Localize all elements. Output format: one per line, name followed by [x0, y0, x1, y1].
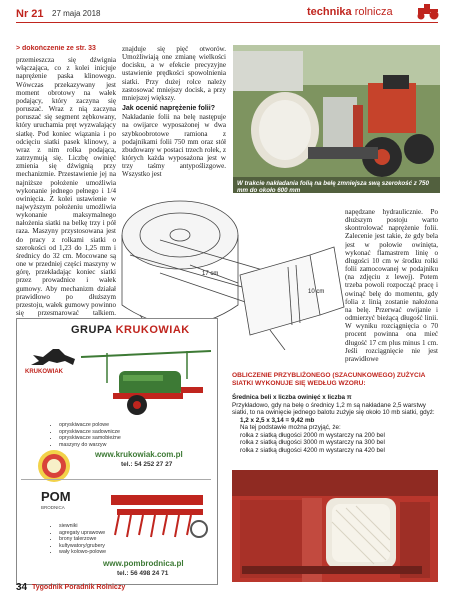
tractor-icon [416, 4, 440, 20]
pom-product-item: • agregaty uprawowe [59, 530, 106, 537]
krukowiak-product-item: • opryskiwacze polowe [59, 422, 121, 429]
ad-brand: KRUKOWIAK [115, 324, 190, 336]
calculation-formula: Średnica beli x liczba owinięć x liczba π [232, 394, 352, 401]
article-column-1 [16, 45, 116, 317]
pom-product-item: • kultywatory/grubery [59, 543, 106, 550]
advertisement [16, 318, 218, 585]
net-roll-photo [232, 470, 438, 582]
column-3-text: napędzane hydraulicznie. Po dłuższym postoju warto skontrolować naprężenie folii. Zalecenie jest takie, że gdy bela jest w połowie owinięta, wykonać flamastrem linię o długości 10 cm w środku rolki folii zamocowanej w podajniku (na zdjęciu z lewej). Potem trzeba powoli rozpocząć pracę i owinąć belę do momentu, gdy folia z linią zostanie nałożona na belę. Przerwać owijanie i odmierzyć bieżącą długość linii. W wyniku rozciągnięcia o 70 procent powinna ona mieć długość 17 cm plus minus 1 cm. Jeśli rozciągnięcie nie jest prawidłowe [345, 208, 438, 363]
continuation-note: > dokończenie ze str. 33 [16, 45, 96, 52]
calculation-box [232, 394, 438, 454]
column-2-text: znajduje się pięć otworów. Umożliwiają one zmianę wielkości docisku, a w efekcie precyzyjne ustawienie prędkości spowolnienia siatki. Przy dużej rolce należy zastosować mniejszy docisk, a przy mniejszej większy. [122, 45, 226, 102]
pom-logo [41, 489, 71, 504]
calculation-line: rolka z siatką długości 3000 m wystarczy na 300 bel [240, 439, 385, 446]
column-1-text: przemieszcza się dźwignia włączająca, co z kolei inicjuje naprężenie paska klinowego. Wówczas przekazywany jest moment obrotowy na wałek podający, który zaczyna się poruszać. Wraz z nią zaczyna poruszać się segment zębkowany, który uruchamia pręt wyzwalający siatkę. Pod koniec wiązania i po odcięciu siatki pasek klinowy, a wraz z nim rolka podająca, zatrzymują się. Liczbę owinięć zmienia się dźwignią przy mechanizmie. Przestawienie jej na najniższe położenie umożliwia wykonanie jednego pełnego i 1/4 owinięcia. Z kolei ustawienie w najwyższym położeniu umożliwia wykonanie maksymalnego nałożenia siatki na belkę trzy i pół raza. Maszyny przystosowana jest do pracy z rolkami siatki o szerokości od 1,23 do 1,25 mm i średnicy do 32 cm. Mocowane są one w przedniej części maszyny w górę, przekładając koniec siatki przez prowadnice i wałek gumowy. Aby mechanizm działał prawidłowo po dłuższym przestoju, wałek gumowy powinno się przesmarować talkiem. [16, 56, 116, 317]
article-subheading: Jak ocenić naprężenie folii? [122, 105, 215, 113]
calculation-example: Przykładowo, gdy na belę o średnicy 1,2 m są nakładane 2,5 warstwy siatki, to na owinięcie jednego balotu zużyje się około 10 mb siatki, gdyż: [232, 401, 435, 416]
photo-caption: W trakcie nakładania folią na belę zmniejsza swą szerokość z 750 mm do około 600 mm [237, 180, 429, 195]
header-rule [16, 22, 438, 23]
pom-phone: tel.: 56 498 24 71 [117, 570, 169, 577]
section-title-light: rolnicza [351, 6, 393, 18]
ad-divider [21, 479, 211, 480]
dimension-label-b: 10 cm [308, 289, 325, 295]
pom-url[interactable]: www.pombrodnica.pl [103, 559, 184, 568]
calculation-line: rolka z siatką długości 2000 m wystarczy na 200 bel [240, 431, 385, 439]
calculation-line: rolka z siatką długości 4200 m wystarczy na 420 bel [240, 446, 385, 454]
section-title [307, 6, 393, 18]
calculation-result: 1,2 x 2,5 x 3,14 = 9,42 mb [240, 416, 315, 424]
pom-product-item: • wały kolowo-polowe [59, 549, 106, 556]
article-column-2 [122, 45, 226, 197]
krukowiak-url[interactable]: www.krukowiak.com.pl [95, 450, 183, 459]
krukowiak-product-item: • opryskiwacze sadownicze [59, 429, 121, 436]
issue-date: 27 maja 2018 [52, 9, 101, 18]
magazine-name: Tygodnik Poradnik Rolniczy [32, 584, 126, 591]
sprayer-image [77, 343, 215, 423]
krukowiak-logo [25, 345, 81, 379]
issue-number: Nr 21 [16, 8, 44, 20]
krukowiak-phone: tel.: 54 252 27 27 [121, 461, 173, 468]
pom-product-item: • brony talerzowe [59, 536, 106, 543]
section-title-bold: technika [307, 6, 352, 18]
calculation-lead: Na tej podstawie można przyjąć, że: [240, 424, 341, 431]
pom-product-list [51, 523, 106, 556]
krukowiak-product-item: • opryskiwacze samobieżne [59, 435, 121, 442]
pom-product-item: • siewniki [59, 523, 106, 530]
ad-group-label: GRUPA [71, 324, 112, 336]
krukowiak-product-list [51, 422, 121, 448]
pom-logo-sub: BRODNICA [41, 505, 65, 510]
wrapping-machine-photo [233, 45, 440, 193]
calculation-title: OBLICZENIE PRZYBLIŻONEGO (SZACUNKOWEGO) ZUŻYCIA SIATKI WYKONUJE SIĘ WEDŁUG WZORU: [232, 372, 426, 387]
pom-logo-text: POM [41, 489, 71, 504]
anniversary-badge-icon [37, 449, 71, 483]
krukowiak-product-item: • maszyny do warzyw [59, 442, 121, 449]
krukowiak-logo-text: KRUKOWIAK [25, 369, 63, 375]
article-column-3 [345, 208, 438, 364]
dimension-label-a: 17 cm [202, 271, 219, 277]
cultivator-image [101, 485, 211, 545]
page-number: 34 [16, 582, 28, 593]
column-2-text-2: Nakładanie folii na belę następuje na owijarce wyposażonej w dwa szybkoobrotowe ramiona z podajnikami folii 750 mm oraz stół zbudowany w postaci trzech rolek, z których każda wyposażona jest w trzy taśmy antypoślizgowe. Wszystko jest [122, 113, 226, 179]
